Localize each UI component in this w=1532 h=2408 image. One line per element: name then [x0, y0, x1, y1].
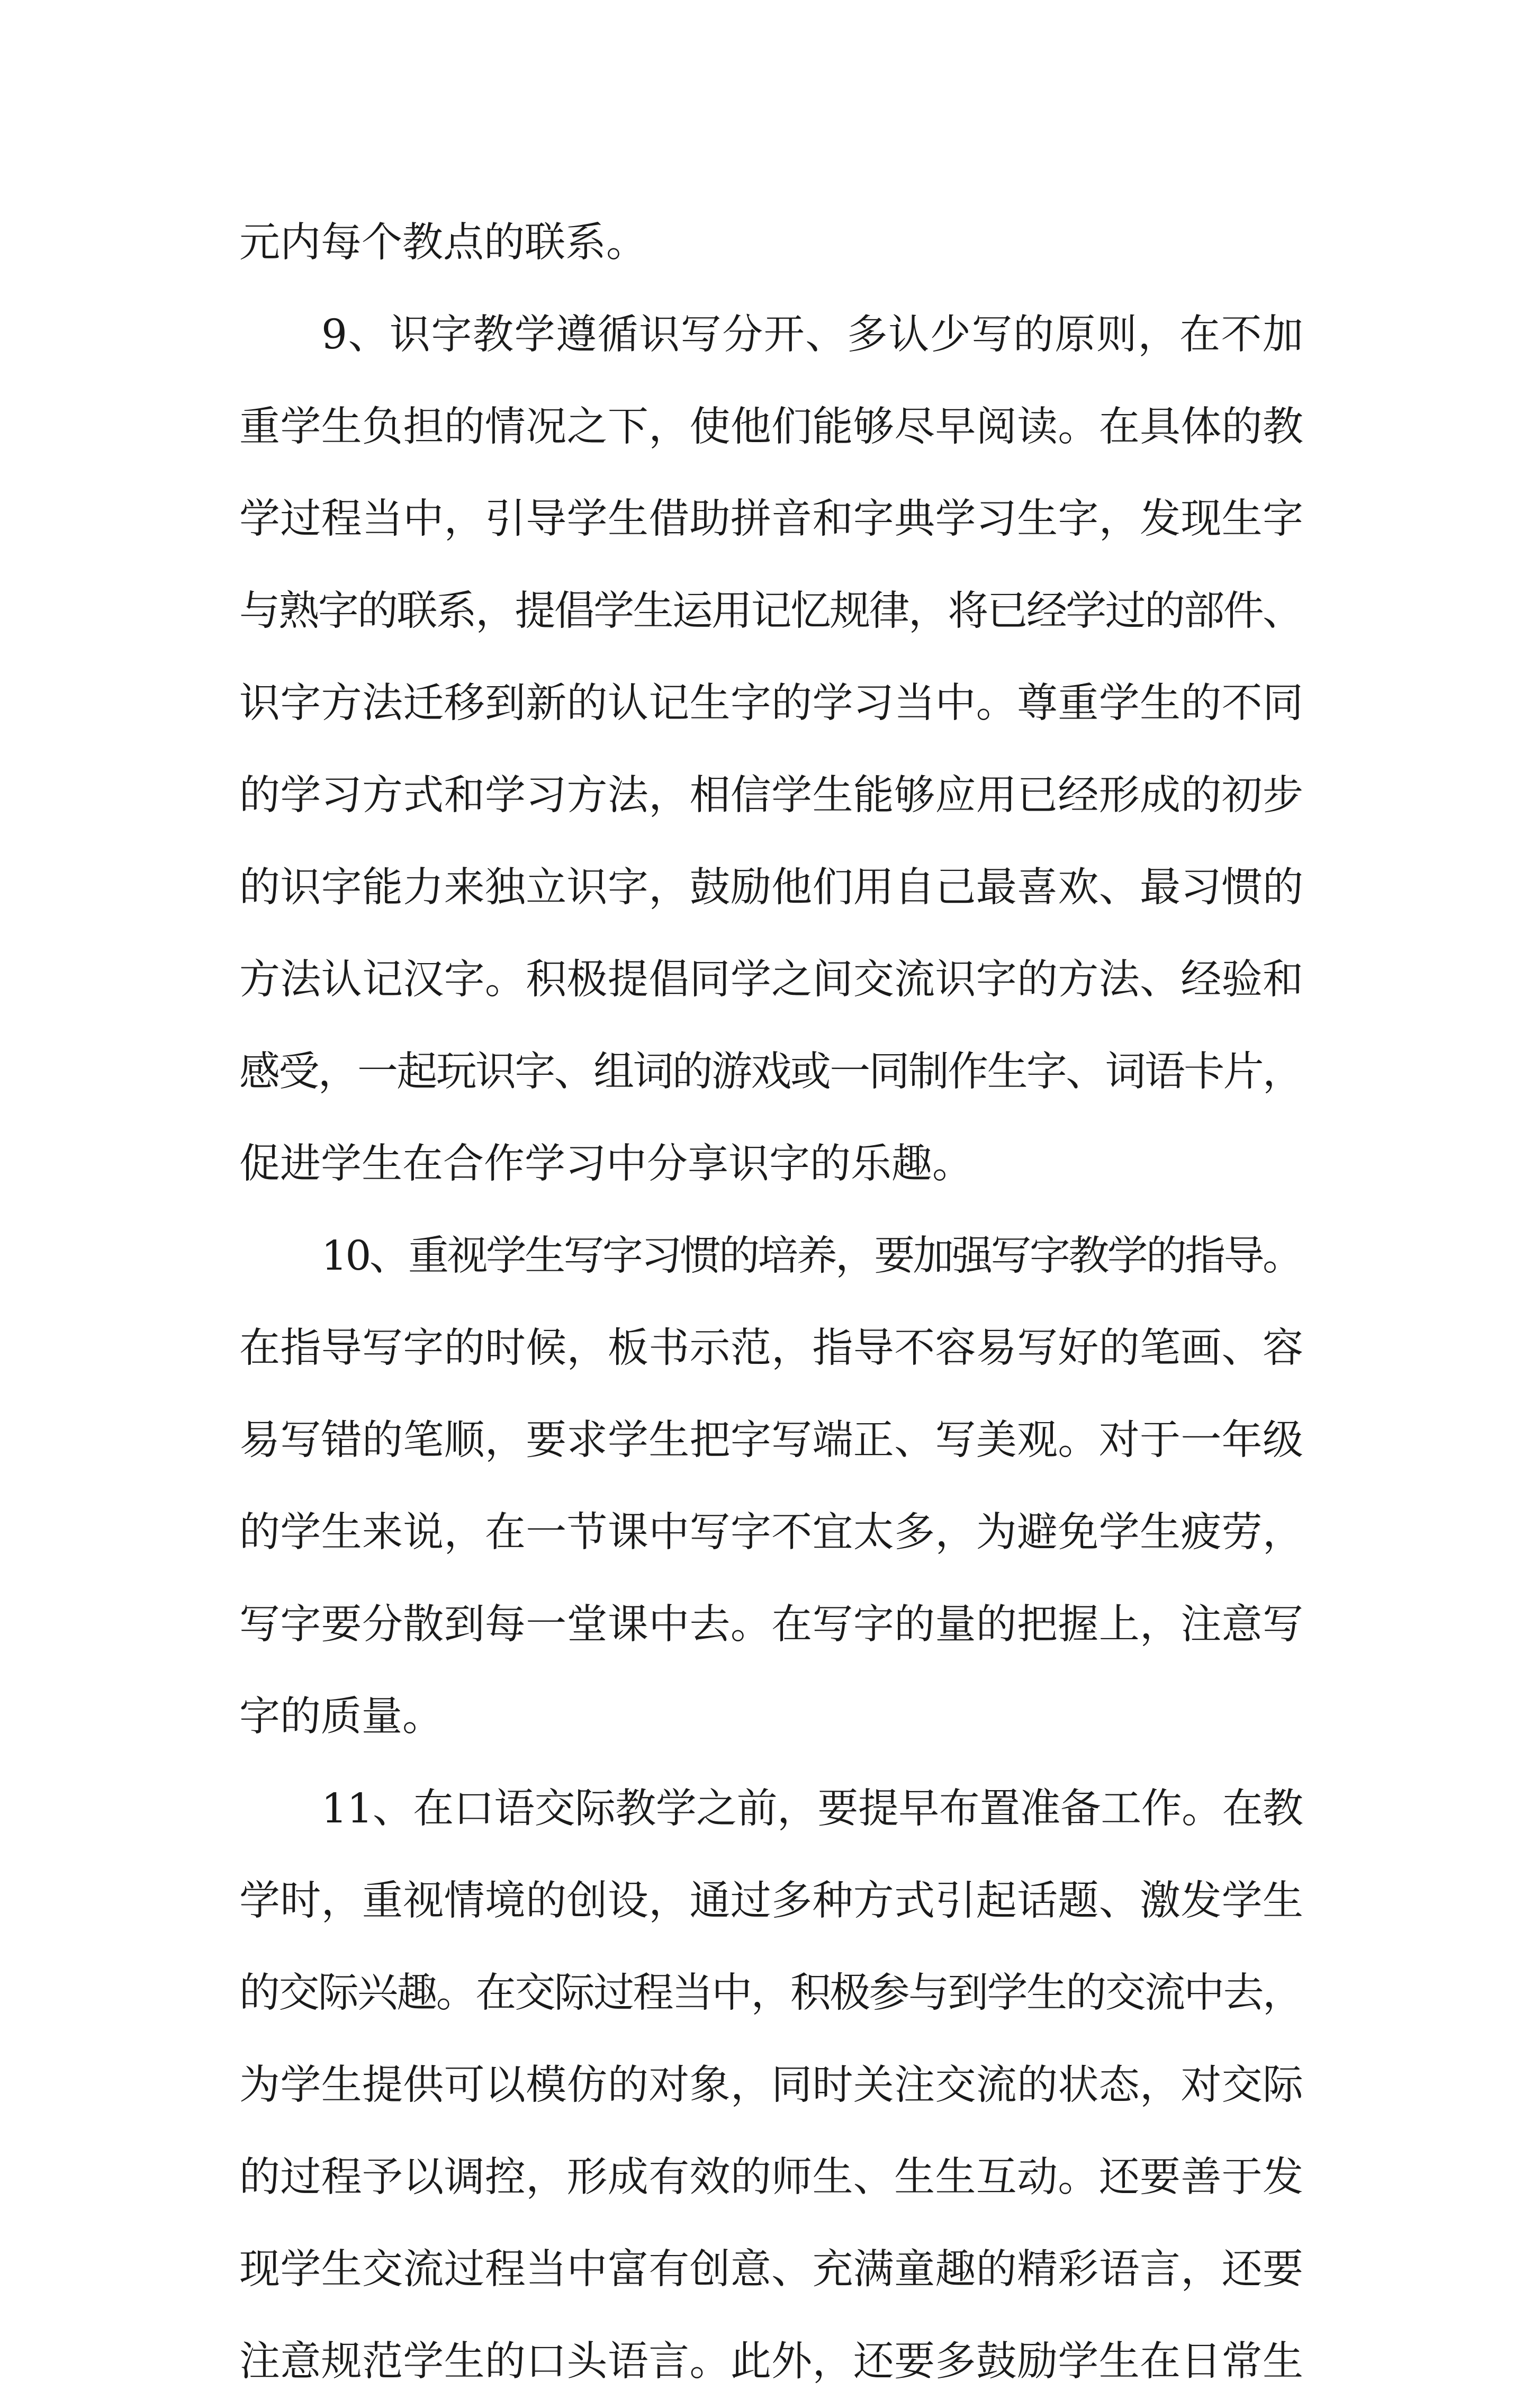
text-line: 促进学生在合作学习中分享识字的乐趣。 [239, 1140, 973, 1188]
text-line: 现学生交流过程当中富有创意、充满童趣的精彩语言，还要 [239, 2246, 1304, 2293]
text-line: 字的质量。 [239, 1693, 443, 1740]
text-line: 写字要分散到每一堂课中去。在写字的量的把握上，注意写 [239, 1601, 1304, 1648]
text-line: 的学习方式和学习方法，相信学生能够应用已经形成的初步 [239, 772, 1304, 819]
text-line: 学时，重视情境的创设，通过多种方式引起话题、激发学生 [239, 1877, 1304, 1925]
text-line: 元内每个教点的联系。 [239, 219, 647, 266]
text-line: 的识字能力来独立识字，鼓励他们用自己最喜欢、最习惯的 [239, 864, 1304, 911]
body-text [239, 197, 1303, 2408]
text-line: 的学生来说，在一节课中写字不宜太多，为避免学生疲劳， [239, 1509, 1304, 1556]
paragraph-first-line: 11、在口语交际教学之前，要提早布置准备工作。在教 [321, 1785, 1303, 1832]
text-line: 方法认记汉字。积极提倡同学之间交流识字的方法、经验和 [239, 956, 1304, 1003]
paragraph-first-line: 9、识字教学遵循识写分开、多认少写的原则，在不加 [321, 311, 1304, 358]
text-line: 在指导写字的时候，板书示范，指导不容易写好的笔画、容 [239, 1325, 1304, 1372]
text-line: 识字方法迁移到新的认记生字的学习当中。尊重学生的不同 [239, 680, 1304, 727]
text-line: 感受，一起玩识字、组词的游戏或一同制作生字、词语卡片， [239, 1048, 1302, 1095]
text-line: 为学生提供可以模仿的对象，同时关注交流的状态，对交际 [239, 2062, 1304, 2109]
text-line: 学过程当中，引导学生借助拼音和字典学习生字，发现生字 [239, 496, 1304, 543]
text-line: 注意规范学生的口头语言。此外，还要多鼓励学生在日常生 [239, 2338, 1304, 2385]
text-line: 的过程予以调控，形成有效的师生、生生互动。还要善于发 [239, 2154, 1304, 2201]
text-line: 与熟字的联系，提倡学生运用记忆规律，将已经学过的部件、 [239, 588, 1302, 635]
text-line: 易写错的笔顺，要求学生把字写端正、写美观。对于一年级 [239, 1417, 1304, 1464]
text-line: 的交际兴趣。在交际过程当中，积极参与到学生的交流中去， [239, 1970, 1302, 2017]
text-line: 重学生负担的情况之下，使他们能够尽早阅读。在具体的教 [239, 403, 1304, 451]
paragraph-first-line: 10、重视学生写字习惯的培养，要加强写字教学的指导。 [321, 1233, 1302, 1280]
